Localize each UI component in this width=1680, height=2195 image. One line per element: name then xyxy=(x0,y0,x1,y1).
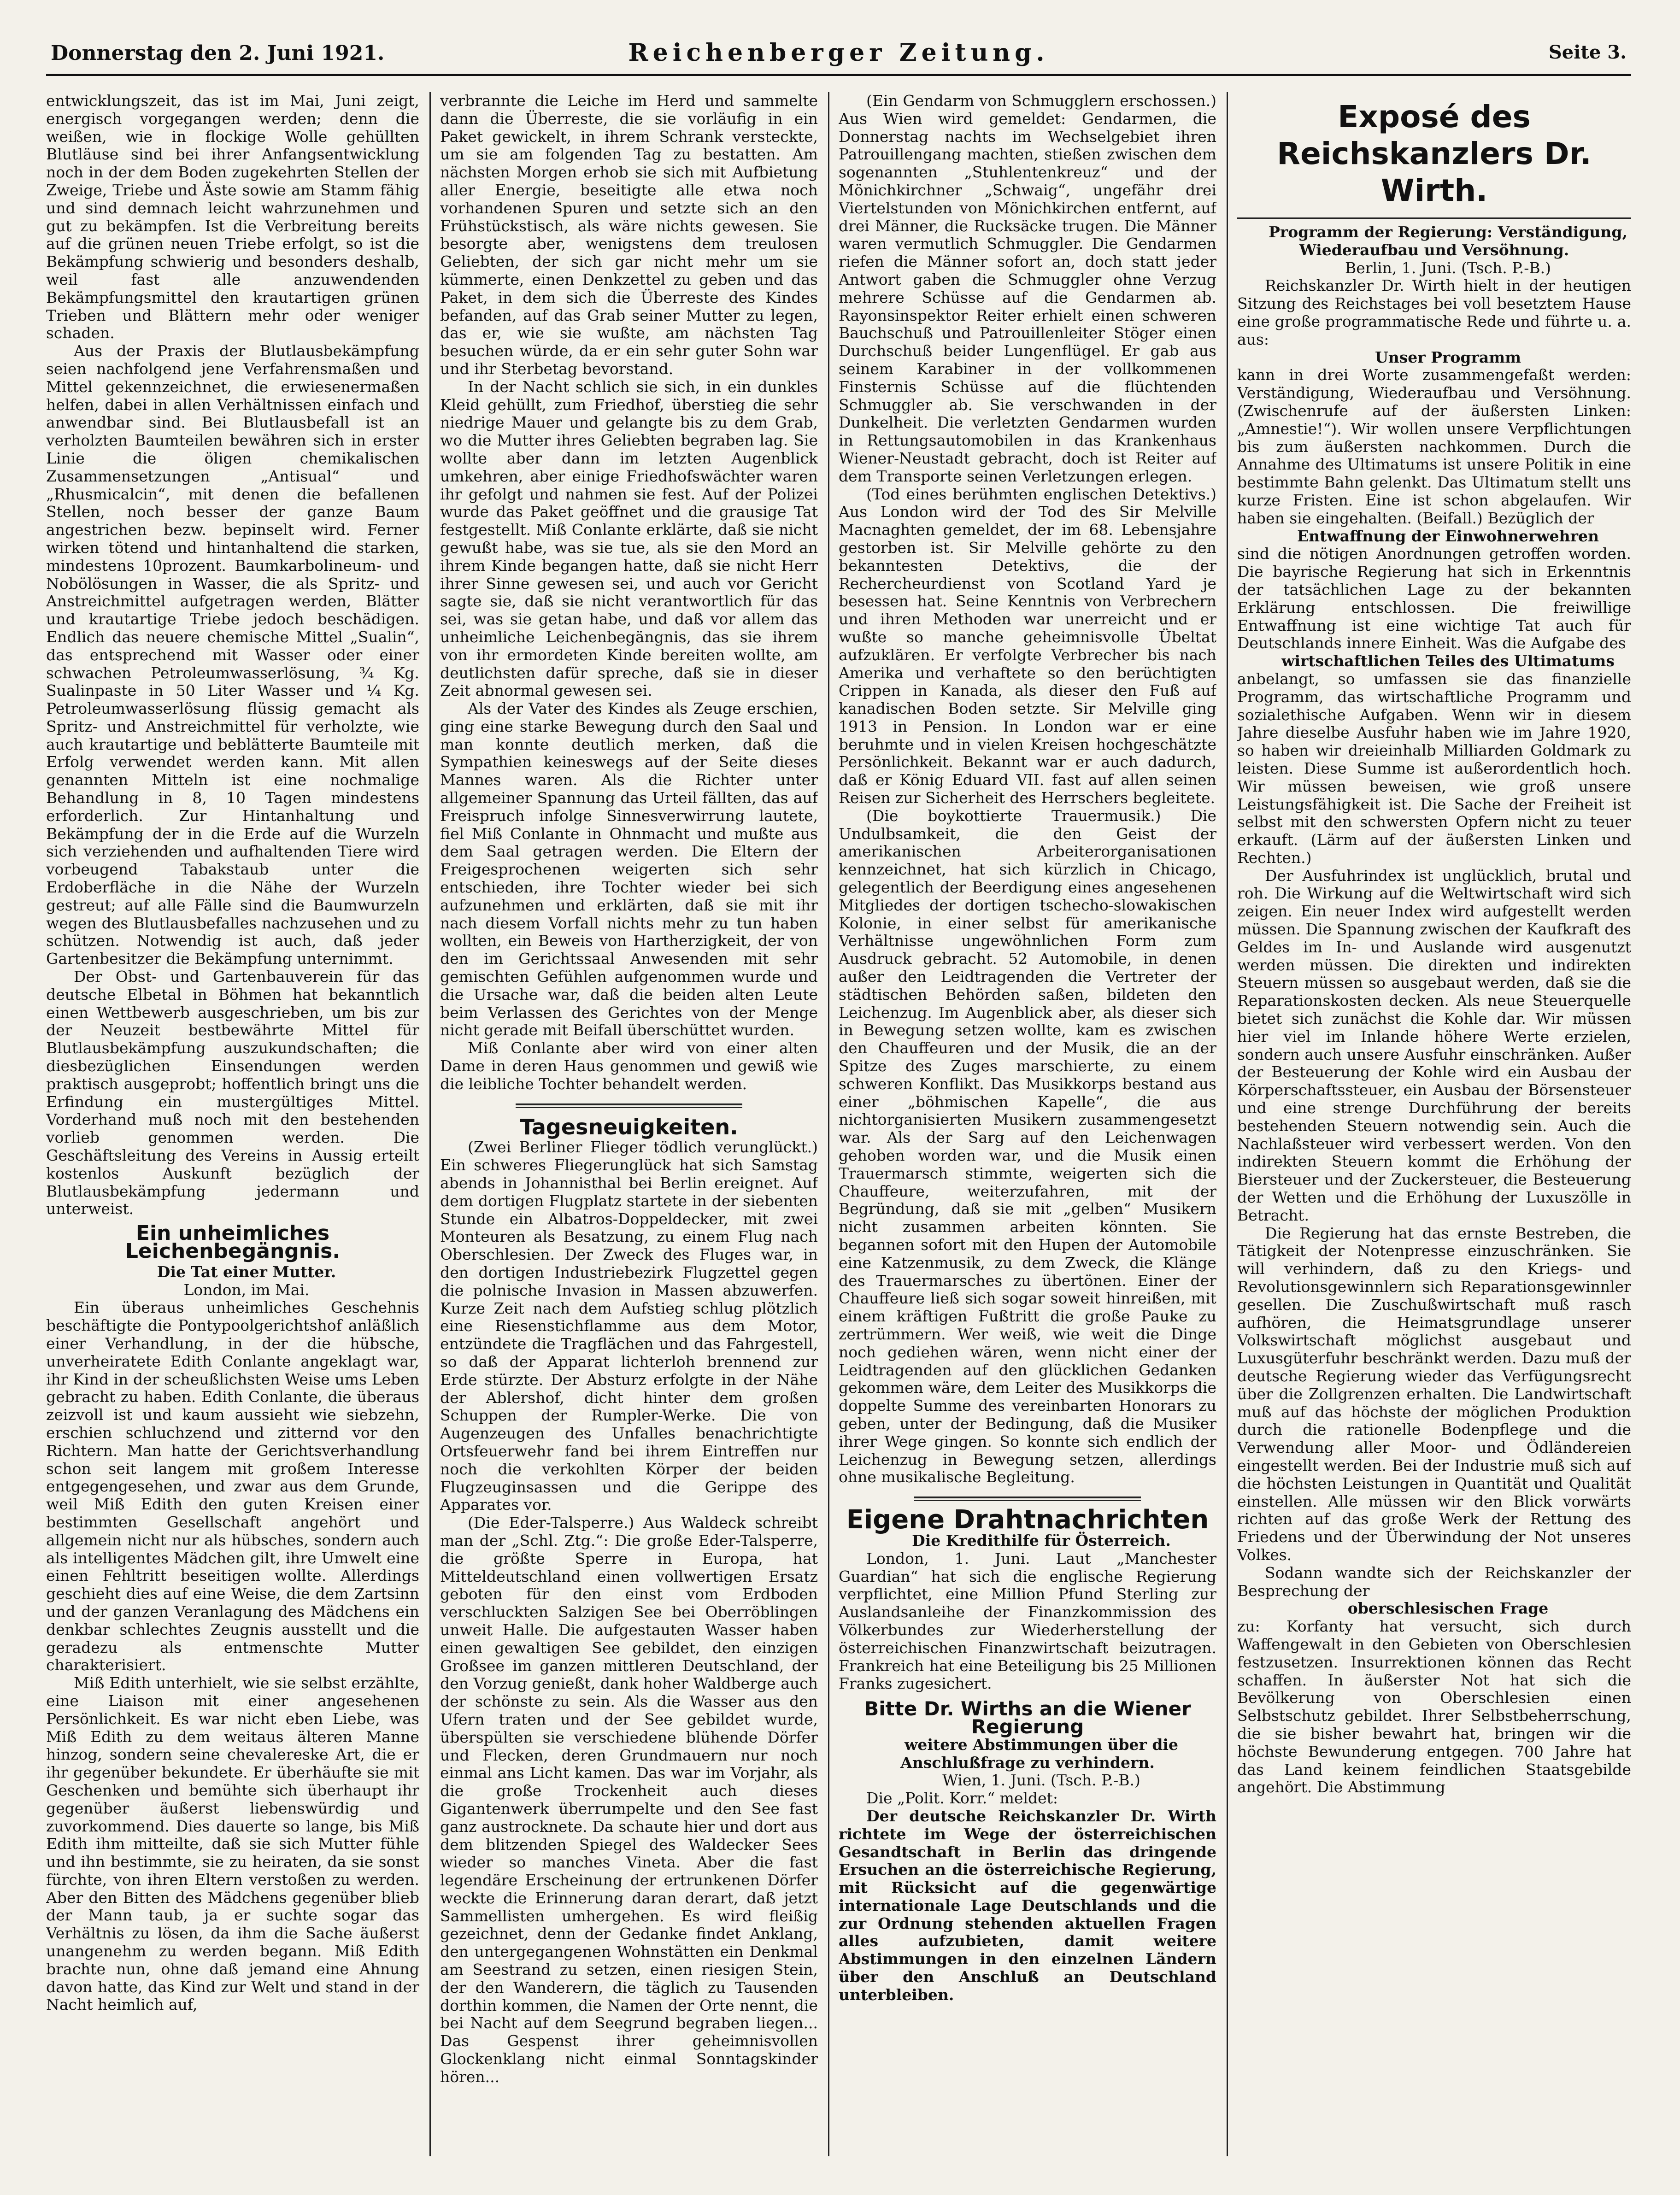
article-text: Miß Conlante aber wird von einer alten Dame in deren Haus genommen und gewiß wie die leibliche Tochter behandelt werden. xyxy=(440,1039,818,1093)
article-text: verbrannte die Leiche im Herd und sammelte dann die Überreste, die sie vorläufig in ein Paket gewickelt, in ihrem Schrank versteckte, um sie am folgenden Tag zu bestatten. Am nächsten Morgen erhob sie sich mit Aufbietung aller Energie, beseitigte alle etwa noch vorhandenen Spuren und setzte sich an den Frühstückstisch, als wäre nichts gewesen. Sie besorgte aber, wenigstens dem treulosen Geliebten, der sich gar nicht mehr um sie kümmerte, einen Denkzettel zu geben und das Paket, in dem sich die Überreste des Kindes befanden, auf das Grab seiner Mutter zu legen, das er, wie sie wußte, am nächsten Tag besuchen würde, da er ein sehr guter Sohn war und ihr Sterbetag bevorstand. xyxy=(440,92,818,378)
article-text: kann in drei Worte zusammengefaßt werden: Verständigung, Wiederaufbau und Versöhnung. (Zwischenrufe auf der äußersten Linken: „Amnestie!“). Wir wollen unsere Verpflichtungen bis zum äußersten nachkommen. Durch die Annahme des Ultimatums ist unsere Politik in eine bestimmte Bahn gelenkt. Das Ultimatum stellt uns kurze Fristen. Eine ist schon abgelaufen. Wir haben sie eingehalten. (Beifall.) Bezüglich der xyxy=(1237,366,1631,527)
news-item: (Die Eder-Talsperre.) Aus Waldeck schreibt man der „Schl. Ztg.“: Die große Eder-Talsperre, die größte Sperre in Europa, hat Mitteldeutschland einen vollwertigen Ersatz geboten für den einst vom Erdboden verschluckten Salzigen See bei Oberröblingen unweit Halle. Die aufgestauten Wasser haben einen gewaltigen See gebildet, den einzigen Großsee im ganzen mittleren Deutschland, der den Vorzug genießt, dank hoher Waldberge auch der schönste zu sein. Als die Wasser aus den Ufern traten und der See gebildet wurde, überspülten sie verschiedene blühende Dörfer und Flecken, deren Grundmauern nur noch einmal ans Licht kamen. Das war im Vorjahr, als die große Trockenheit auch dieses Gigantenwerk überrumpelte und den See fast ganz austrocknete. Da schaute hier und dort aus dem blitzenden Spiegel des Waldecker Sees wieder so manches Vineta. Aber die fast legendäre Erscheinung der ertrunkenen Dörfer weckte die Erinnerung daran derart, daß jetzt Sammellisten umhergehen. Es wird fleißig gezeichnet, denn der Gedanke findet Anklang, den untergegangenen Wohnstätten ein Denkmal am Seestrand zu setzen, einen riesigen Stein, der den Wanderern, die täglich zu Tausenden dorthin kommen, die Namen der Orte nennt, die bei Nacht auf dem Seegrund begraben liegen... Das Gespenst ihrer geheimnisvollen Glockenklang nicht einmal Sonntagskinder hören... xyxy=(440,1514,818,2086)
article-text: Reichskanzler Dr. Wirth hielt in der heutigen Sitzung des Reichstages bei voll besetztem Hause eine große programmatische Rede und führte u. a. aus: xyxy=(1237,276,1631,348)
article-text: Der Obst- und Gartenbauverein für das deutsche Elbetal in Böhmen hat bekanntlich einen Wettbewerb ausgeschrieben, um bis zur der Neuzeit bestbewährte Mittel für Blutlausbekämpfung auszukundschaften; die diesbezüglichen Einsendungen werden praktisch ausgeprobt; hoffentlich bringt uns die Erfindung ein mustergültiges Mittel. Vorderhand muß noch mit den bestehenden vorlieb genommen werden. Die Geschäftsleitung des Vereins in Aussig erteilt kostenlos Auskunft bezüglich der Blutlausbekämpfung jedermann und unterweist. xyxy=(46,968,419,1218)
section-headline: Eigene Drahtnachrichten xyxy=(846,1505,1209,1535)
section-subheading: Unser Programm xyxy=(1375,348,1521,366)
article-text: In der Nacht schlich sie sich, in ein dunkles Kleid gehüllt, zum Friedhof, überstieg die sehr niedrige Mauer und gelangte bis zu dem Grab, wo die Mutter ihres Geliebten begraben lag. Sie wollte aber dann im letzten Augenblick umkehren, aber einige Friedhofswächter waren ihr gefolgt und nahmen sie fest. Auf der Polizei wurde das Paket geöffnet und die grausige Tat festgestellt. Miß Conlante erklärte, daß sie nicht gewußt habe, was sie tue, als sie den Mord an ihrem Kinde begangen hatte, daß sie nicht Herr ihrer Sinne gewesen sei, und auch vor Gericht sagte sie, daß sie nicht verantwortlich für das sei, was sie getan habe, und daß vor allem das unheimliche Leichenbegängnis, das sie ihrem von ihr ermordeten Kinde bereiten wollte, am deutlichsten dafür spreche, daß sie in dieser Zeit abnormal gewesen sei. xyxy=(440,377,818,700)
article-text: entwicklungszeit, das ist im Mai, Juni zeigt, energisch vorgegangen werden; denn die weißen, wie in flockige Wolle gehüllten Blutläuse sind bei ihrer Anfangsentwicklung noch in der dem Boden zugekehrten Stellen der Zweige, Triebe und Äste sowie am Stamm fähig und sind demnach leicht wahrzunehmen und gut zu bekämpfen. Ist die Verbreitung bereits auf die grünen neuen Triebe erfolgt, so ist die Bekämpfung schwierig und besonders deshalb, weil fast alle anzuwendenden Bekämpfungsmittel den krautartigen grünen Trieben und Blättern mehr oder weniger schaden. xyxy=(46,92,419,342)
article-subheadline: Die Kredithilfe für Österreich. xyxy=(912,1531,1171,1549)
news-item: (Zwei Berliner Flieger tödlich verunglückt.) Ein schweres Fliegerunglück hat sich Samstag abends in Johannisthal bei Berlin ereignet. Auf dem dortigen Flugplatz startete in der siebenten Stunde ein Albatros-Doppeldecker, mit zwei Monteuren als Besatzung, zu einem Flug nach Oberschlesien. Der Zweck des Fluges war, in den dortigen Industriebezirk Flugzettel gegen die polnische Invasion in Massen abzuwerfen. Kurze Zeit nach dem Aufstieg schlug plötzlich eine Riesenstichflamme aus dem Motor, entzündete die Tragflächen und das Fahrgestell, so daß der Apparat lichterloh brennend zur Erde stürzte. Der Absturz erfolgte in der Nähe der Ablershof, dicht hinter dem großen Schuppen der Rumpler-Werke. Die von Augenzeugen des Unfalles benachrichtigte Ortsfeuerwehr fand bei ihrem Eintreffen nur noch die verkohlten Körper der beiden Flugzeuginsassen und die Gerippe des Apparates vor. xyxy=(440,1138,818,1514)
article-headline: Bitte Dr. Wirths an die Wiener Regierung xyxy=(864,1697,1191,1738)
issue-date: Donnerstag den 2. Juni 1921. xyxy=(51,41,385,65)
article-text: Die Regierung hat das ernste Bestreben, die Tätigkeit der Notenpresse einzuschränken. Sie will verhindern, daß zu den Kriegs- und Revolutionsgewinnlern sich Reparationsgewinnler gesellen. Die Zuschußwirtschaft muß rasch aufhören, die Heimatsgrundlage unserer Volkswirtschaft möglichst ausgebaut und Luxusgüterfuhr beschränkt werden. Dazu muß der deutsche Regierung wieder das Verfügungsrecht über die Zollgrenzen erhalten. Die Landwirtschaft muß auf das höchste der möglichen Produktion durch die rationelle Bodenpflege und die Verwendung aller Moor- und Ödländereien eingestellt werden. Bei der Industrie muß sich auf die höchsten Leistungen in Quantität und Qualität einstellen. Alle müssen wir den Blick vorwärts richten auf das große Werk der Rettung des Friedens und der Überwindung der Not unseres Volkes. xyxy=(1237,1224,1631,1564)
news-item: London, 1. Juni. Laut „Manchester Guardian“ hat sich die englische Regierung verpflichtet, eine Million Pfund Sterling zur Auslandsanleihe der Finanzkommission des Völkerbundes zur Wiederherstellung der österreichischen Finanzwirtschaft beizutragen. Frankreich hat eine Beteiligung bis 25 Millionen Franks zugesichert. xyxy=(839,1549,1216,1693)
article-text: Ein überaus unheimliches Geschehnis beschäftigte die Pontypoolgerichtshof anläßlich einer Verhandlung, in der die hübsche, unverheiratete Edith Conlante angeklagt war, ihr Kind in der scheußlichsten Weise ums Leben gebracht zu haben. Edith Conlante, die überaus zeizvoll ist und kaum aussieht wie siebzehn, erschien schluchzend und zitternd vor den Richtern. Man hatte der Gerichtsverhandlung schon seit langem mit großem Interesse entgegengesehen, und zwar aus dem Grunde, weil Miß Edith den guten Kreisen einer bestimmten Gesellschaft angehört und allgemein nicht nur als hübsches, sondern auch als intelligentes Mädchen gilt, ihre Umwelt eine einen Fehltritt beseitigen wollte. Allerdings geschieht dies auf eine Weise, die dem Zartsinn und der ganzen Veranlagung des Mädchens ein denkbar schlechtes Zeugnis ausstellt und die geradezu als entmenschte Mutter charakterisiert. xyxy=(46,1298,419,1674)
article-text: Als der Vater des Kindes als Zeuge erschien, ging eine starke Bewegung durch den Saal und man konnte deutlich merken, daß die Sympathien keineswegs auf der Seite dieses Mannes waren. Als die Richter unter allgemeiner Spannung das Urteil fällten, das auf Freispruch infolge Sinnesverwirrung lautete, fiel Miß Conlante in Ohnmacht und mußte aus dem Saal getragen werden. Die Eltern der Freigesprochenen weigerten sich sehr entschieden, ihre Tochter wieder bei sich aufzunehmen und erklärten, daß sie mit ihr nach diesem Vorfall nichts mehr zu tun haben wollten, ein Beweis von Hartherzigkeit, der von den im Gerichtssaal Anwesenden mit sehr gemischten Gefühlen aufgenommen wurde und die Ursache war, daß die beiden alten Leute beim Verlassen des Gerichtes von der Menge nicht gerade mit Beifall überschüttet wurden. xyxy=(440,699,818,1039)
page-number: Seite 3. xyxy=(1548,41,1627,63)
article-text: Aus der Praxis der Blutlausbekämpfung seien nachfolgend jene Verfahrensmaßen und Mittel gekennzeichnet, die erwiesenermaßen helfen, dabei in allen Verhältnissen einfach und anwendbar sind. Bei Blutlausbefall ist an verholzten Baumteilen bewähren sich in erster Linie die öligen chemikalischen Zusammensetzungen „Antisual“ und „Rhusmicalcin“, mit denen die befallenen Stellen, noch besser der ganze Baum angestrichen bezw. bepinselt wird. Ferner wirken tötend und hintanhaltend die starken, mindestens 10prozent. Baumkarbolineum- und Nobölösungen in Wasser, die als Spritz- und Anstreichmittel aufgetragen werden, Blätter und krautartige Triebe jedoch beschädigen. Endlich das neuere chemische Mittel „Sualin“, das entsprechend mit Wasser oder einer schwachen Petroleumwasserlösung, ¾ Kg. Sualinpaste in 50 Liter Wasser und ¼ Kg. Petroleumwasserlösung flüssig gemacht als Spritz- und Anstreichmittel für verholzte, wie auch krautartige und beblätterte Baumteile mit Erfolg verwendet werden kann. Mit allen genannten Mitteln ist eine nochmalige Behandlung in 8, 10 Tagen mindestens erforderlich. Zur Hintanhaltung und Bekämpfung der in die Erde auf die Wurzeln sich verziehenden und aufhaltenden Tiere wird vorbeugend Tabakstaub unter die Erdoberfläche in die Nähe der Wurzeln gestreut; auf alle Fälle sind die Baumwurzeln wegen des Blutlausbefalles nachzusehen und zu schützen. Notwendig ist auch, daß jeder Gartenbesitzer die Bekämpfung unternimmt. xyxy=(46,342,419,968)
article-subheadline: Programm der Regierung: Verständigung, Wiederaufbau und Versöhnung. xyxy=(1269,223,1627,259)
section-subheading: oberschlesischen Frage xyxy=(1347,1599,1549,1618)
article-headline: Exposé des Reichskanzlers Dr. Wirth. xyxy=(1277,99,1592,208)
article-text: Der Ausfuhrindex ist unglücklich, brutal und roh. Die Wirkung auf die Weltwirtschaft wird sich zeigen. Ein neuer Index wird aufgestellt werden müssen. Die Spannung zwischen der Kaufkraft des Geldes im In- und Auslande wird ausgenutzt werden müssen. Die direkten und indirekten Steuern müssen so ausgebaut werden, daß sie die Reparationskosten decken. Als neue Steuerquelle bietet sich zunächst die Kohle dar. Wir müssen hier viel im Inlande höhere Werte erzielen, sondern auch unsere Ausfuhr einschränken. Außer der Besteuerung der Kohle wird ein Ausbau der Körperschaftssteuer, ein Ausbau der Börsensteuer und eine strenge Durchführung der bereits bestehenden Steuern notwendig sein. Auch die Nachlaßsteuer wird verbessert werden. Von den indirekten Steuern kommt die Erhöhung der Biersteuer und der Zuckersteuer, die Besteuerung der Wetten und die Erhöhung der Luxuszölle in Betracht. xyxy=(1237,866,1631,1224)
article-text: sind die nötigen Anordnungen getroffen worden. Die bayrische Regierung hat sich in Erkenntnis der tatsächlichen Lage zu der bekannten Erklärung entschlossen. Die freiwillige Entwaffnung ist eine wichtige Tat auch für Deutschlands innere Einheit. Was die Aufgabe des xyxy=(1237,545,1631,652)
column-rule xyxy=(429,92,431,2156)
news-item: (Die boykottierte Trauermusik.) Die Undulbsamkeit, die den Geist der amerikanischen Arbeiterorganisationen kennzeichnet, hat sich kürzlich in Chicago, gelegentlich der Beerdigung eines angesehenen Mitgliedes der dortigen tschecho-slowakischen Kolonie, in einer selbst für amerikanische Verhältnisse ungewöhnlichen Form zum Ausdruck gebracht. 52 Automobile, in denen außer den Leidtragenden die Vertreter der städtischen Behörden saßen, bildeten den Leichenzug. Im Augenblick aber, als dieser sich in Bewegung setzen wollte, kam es zwischen den Chauffeuren und der Musik, die an der Spitze des Zuges marschierte, zu einem schweren Konflikt. Das Musikkorps bestand aus einer „böhmischen Kapelle“, die aus nichtorganisierten Musikern zusammengesetzt war. Als der Sarg auf den Leichenwagen gehoben worden war, und die Musik einen Trauermarsch stimmte, weigerten sich die Chauffeure, weiterzufahren, mit der Begründung, daß sie mit „gelben“ Musikern nicht zusammen arbeiten könnten. Sie begannen sofort mit den Hupen der Automobile eine Katzenmusik, zu dem Zweck, die Klänge des Trauermarsches zu übertönen. Einer der Chauffeure ließ sich sogar soweit hinreißen, mit einem kräftigen Fußtritt die große Pauke zu zertrümmern. Wer weiß, wie weit die Dinge noch gediehen wären, wenn nicht einer der Leidtragenden auf den glücklichen Gedanken gekommen wäre, dem Leiter des Musikkorps die doppelte Summe des vereinbarten Honorars zu geben, unter der Bedingung, daß die Musiker ihrer Wege gingen. So konnte sich endlich der Leichenzug in Bewegung setzen, allerdings ohne musikalische Begleitung. xyxy=(839,806,1216,1486)
article-subheadline: weitere Abstimmungen über die Anschlußfrage zu verhindern. xyxy=(900,1735,1178,1772)
section-divider xyxy=(914,1497,1141,1501)
page-header xyxy=(46,37,1631,76)
article-text: zu: Korfanty hat versucht, sich durch Waffengewalt in den Gebieten von Oberschlesien festzusetzen. Insurrektionen können das Recht schaffen. In äußerster Not hat sich die Bevölkerung von Oberschlesien einen Selbstschutz gebildet. Ihrer Selbstbeherrschung, die sie bisher bewahrt hat, bringen wir die höchste Bewunderung entgegen. 700 Jahre hat das Land keinem feindlichen Staatsgebilde angehört. Die Abstimmung xyxy=(1237,1617,1631,1796)
column-1 xyxy=(46,92,419,2156)
newspaper-page xyxy=(46,37,1631,2170)
article-text: Sodann wandte sich der Reichskanzler der Besprechung der xyxy=(1237,1563,1631,1600)
column-4 xyxy=(1237,92,1631,2156)
article-dateline: London, im Mai. xyxy=(183,1280,310,1299)
newspaper-name: Reichenberger Zeitung. xyxy=(628,39,1049,67)
news-item: (Ein Gendarm von Schmugglern erschossen.) Aus Wien wird gemeldet: Gendarmen, die Donnerstag nachts im Wechselgebiet ihren Patrouillengang machten, stießen zwischen dem sogenannten „Stuhlentenkreuz“ und der Mönichkirchner „Schwaig“, ungefähr drei Viertelstunden von Mönichkirchen entfernt, auf drei Männer, die Rucksäcke trugen. Die Männer waren vermutlich Schmuggler. Die Gendarmen riefen die Männer sofort an, doch statt jeder Antwort gaben die Schmuggler ohne Verzug mehrere Schüsse auf die Gendarmen ab. Rayonsinspektor Reiter erhielt einen schweren Bauchschuß und Patrouillenleiter Stöger einen Durchschuß beider Lungenflügel. Er gab aus seinem Karabiner in der vollkommenen Finsternis Schüsse auf die flüchtenden Schmuggler ab. Sie verschwanden in der Dunkelheit. Die verletzten Gendarmen wurden in Rettungsautomobilen in das Krankenhaus Wiener-Neustadt gebracht, doch ist Reiter auf dem Transporte seinen Verletzungen erlegen. xyxy=(839,92,1216,485)
section-subheading: Entwaffnung der Einwohnerwehren xyxy=(1297,527,1599,545)
column-2 xyxy=(440,92,818,2156)
article-subheadline: Die Tat einer Mutter. xyxy=(157,1262,336,1281)
article-text: Der deutsche Reichskanzler Dr. Wirth richtete im Wege der österreichischen Gesandtschaft in Berlin das dringende Ersuchen an die österreichische Regierung, mit Rücksicht auf die gegenwärtige internationale Lage Deutschlands und die zur Ordnung stehenden aktuellen Fragen alles aufzubieten, damit weitere Abstimmungen in den einzelnen Ländern über den Anschluß an Deutschland unterbleiben. xyxy=(839,1807,1216,2004)
headline-box xyxy=(1237,99,1631,219)
article-text: Miß Edith unterhielt, wie sie selbst erzählte, eine Liaison mit einer angesehenen Persönlichkeit. Es war nicht eben Liebe, was Miß Edith zu dem weitaus älteren Manne hinzog, sondern seine chevalereske Art, die er ihr gegenüber bekundete. Er überhäufte sie mit Geschenken und bemühte sich überhaupt ihr gegenüber äußerst liebenswürdig und zuvorkommend. Dies dauerte so lange, bis Miß Edith ihm mitteilte, daß sie sich Mutter fühle und ihn bestimmte, sie zu heiraten, da sie sonst fürchte, von ihren Eltern verstoßen zu werden. Aber den Bitten des Mädchens gegenüber blieb der Mann taub, ja er suchte sogar das Verhältnis zu lösen, da ihm die Sache äußerst unangenehm zu werden begann. Miß Edith brachte nun, ohne daß jemand eine Ahnung davon hatte, das Kind zur Welt und stand in der Nacht heimlich auf, xyxy=(46,1674,419,2014)
section-divider xyxy=(516,1103,742,1108)
article-dateline: Wien, 1. Juni. (Tsch. P.-B.) xyxy=(942,1771,1140,1790)
column-rule xyxy=(1227,92,1228,2156)
article-text: Die „Polit. Korr.“ meldet: xyxy=(866,1789,1058,1808)
column-rule xyxy=(828,92,829,2156)
column-3 xyxy=(839,92,1216,2156)
article-headline: Ein unheimliches Leichenbegängnis. xyxy=(125,1221,341,1263)
article-text: anbelangt, so umfassen sie das finanzielle Programm, das wirtschaftliche Programm und sozialethische Aufgaben. Wenn wir in diesem Jahre dieselbe Ausfuhr haben wie im Jahre 1920, so haben wir dreieinhalb Milliarden Goldmark zu leisten. Diese Summe ist außerordentlich hoch. Wir müssen beweisen, wie groß unsere Leistungsfähigkeit ist. Die Sache der Freiheit ist selbst mit den schwersten Opfern nicht zu teuer erkauft. (Lärm auf der äußersten Linken und Rechten.) xyxy=(1237,669,1631,867)
section-subheading: wirtschaftlichen Teiles des Ultimatums xyxy=(1281,652,1615,670)
news-item: (Tod eines berühmten englischen Detektivs.) Aus London wird der Tod des Sir Melville Macnaghten gemeldet, der im 68. Lebensjahre gestorben ist. Sir Melville gehörte zu den bekanntesten Detektivs, die der Rechercheurdienst von Scotland Yard je besessen hat. Seine Kenntnis von Verbrechern und ihren Methoden war unerreicht und er wußte so manche geheimnisvolle Übeltat aufzuklären. Er verfolgte Verbrecher bis nach Amerika und verhaftete so den berüchtigten Crippen in Kanada, als dieser den Fuß auf kanadischen Boden setzte. Sir Melville ging 1913 in Pension. In London war er eine beruhmte und in vielen Kreisen hochgeschätzte Persönlichkeit. Bekannt war er auch dadurch, daß er König Eduard VII. fast auf allen seinen Reisen zur Sicherheit des Herrschers begleitete. xyxy=(839,485,1216,807)
article-dateline: Berlin, 1. Juni. (Tsch. P.-B.) xyxy=(1345,258,1551,277)
section-headline: Tagesneuigkeiten. xyxy=(520,1114,738,1139)
